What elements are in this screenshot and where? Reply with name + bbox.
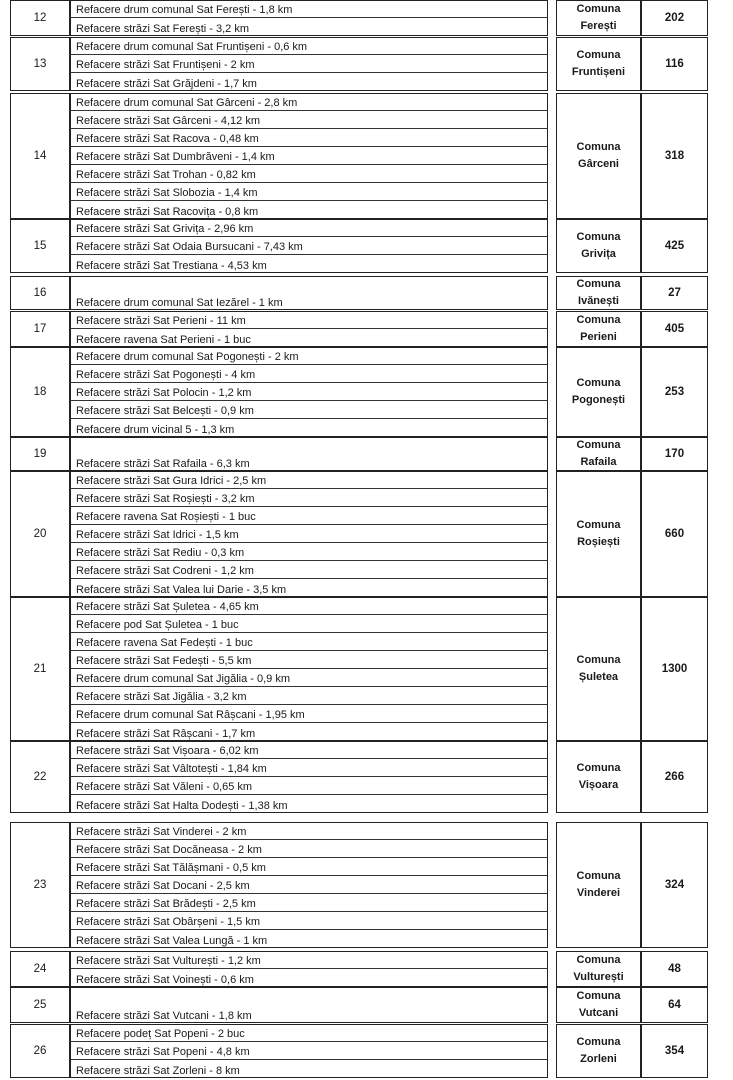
work-item: Refacere străzi Sat Gura Idrici - 2,5 km — [70, 471, 548, 489]
table-row — [0, 93, 733, 219]
row-number: 12 — [10, 0, 70, 36]
work-item: Refacere podeț Sat Popeni - 2 buc — [70, 1024, 548, 1042]
commune-line: Comuna — [576, 1036, 621, 1048]
work-item: Refacere drum comunal Sat Gârceni - 2,8 km — [70, 93, 548, 111]
work-item: Refacere străzi Sat Roșiești - 3,2 km — [70, 489, 548, 507]
commune-name — [556, 822, 641, 948]
work-item: Refacere străzi Sat Vâltotești - 1,84 km — [70, 759, 548, 777]
work-item: Refacere străzi Sat Docani - 2,5 km — [70, 876, 548, 894]
commune-line: Șuletea — [578, 671, 619, 683]
commune-line: Comuna — [576, 141, 621, 153]
commune-name — [556, 311, 641, 347]
commune-name — [556, 951, 641, 987]
commune-line: Comuna — [576, 954, 621, 966]
work-item: Refacere străzi Sat Fedești - 5,5 km — [70, 651, 548, 669]
commune-line: Comuna — [576, 439, 621, 451]
amount-value: 116 — [641, 37, 708, 91]
commune-name — [556, 471, 641, 597]
row-number: 24 — [10, 951, 70, 987]
commune-name — [556, 0, 641, 36]
table-row — [0, 951, 733, 987]
work-item: Refacere străzi Sat Pogonești - 4 km — [70, 365, 548, 383]
table-row — [0, 347, 733, 437]
commune-line: Perieni — [580, 331, 617, 343]
work-item: Refacere străzi Sat Valea Lungă - 1 km — [76, 935, 268, 947]
commune-line: Vișoara — [578, 779, 619, 791]
work-item: Refacere străzi Sat Văleni - 0,65 km — [70, 777, 548, 795]
row-number: 23 — [10, 822, 70, 948]
commune-line: Fruntișeni — [571, 66, 626, 78]
row-number: 19 — [10, 437, 70, 471]
work-item: Refacere străzi Sat Halta Dodești - 1,38 km — [76, 800, 288, 812]
work-item: Refacere străzi Sat Șuletea - 4,65 km — [70, 597, 548, 615]
work-item: Refacere străzi Sat Ferești - 3,2 km — [76, 23, 249, 35]
work-item: Refacere străzi Sat Popeni - 4,8 km — [70, 1042, 548, 1060]
work-item: Refacere ravena Sat Roșiești - 1 buc — [70, 507, 548, 525]
commune-line: Vulturești — [573, 971, 624, 983]
row-number: 22 — [10, 741, 70, 813]
amount-value: 425 — [641, 219, 708, 273]
work-item: Refacere drum comunal Sat Râșcani - 1,95 km — [70, 705, 548, 723]
work-item: Refacere străzi Sat Trestiana - 4,53 km — [76, 260, 267, 272]
row-number: 18 — [10, 347, 70, 437]
commune-line: Gârceni — [578, 158, 619, 170]
table-row — [0, 597, 733, 741]
row-number: 13 — [10, 37, 70, 91]
amount-value: 1300 — [641, 597, 708, 741]
work-item: Refacere străzi Sat Dumbrăveni - 1,4 km — [70, 147, 548, 165]
commune-line: Ferești — [580, 20, 617, 32]
commune-line: Comuna — [576, 49, 621, 61]
row-number: 25 — [10, 987, 70, 1023]
commune-line: Comuna — [576, 870, 621, 882]
commune-name — [556, 37, 641, 91]
work-item: Refacere străzi Sat Valea lui Darie - 3,5 km — [76, 584, 287, 596]
work-item: Refacere străzi Sat Grivița - 2,96 km — [70, 219, 548, 237]
table-row — [0, 311, 733, 347]
work-item: Refacere străzi Sat Belcești - 0,9 km — [70, 401, 548, 419]
table-row — [0, 741, 733, 813]
work-item: Refacere ravena Sat Perieni - 1 buc — [76, 334, 251, 346]
commune-line: Comuna — [576, 278, 621, 290]
row-number: 26 — [10, 1024, 70, 1078]
commune-line: Comuna — [576, 3, 621, 15]
table-row — [0, 437, 733, 471]
amount-value: 266 — [641, 741, 708, 813]
work-item: Refacere străzi Sat Vinderei - 2 km — [70, 822, 548, 840]
work-item: Refacere drum comunal Sat Pogonești - 2 km — [70, 347, 548, 365]
work-item: Refacere drum comunal Sat Iezărel - 1 km — [76, 297, 283, 309]
commune-name — [556, 597, 641, 741]
commune-line: Roșiești — [577, 536, 620, 548]
amount-value: 405 — [641, 311, 708, 347]
work-item: Refacere străzi Sat Docăneasa - 2 km — [70, 840, 548, 858]
commune-line: Grivița — [581, 248, 616, 260]
work-item: Refacere străzi Sat Voinești - 0,6 km — [76, 974, 254, 986]
commune-name — [556, 93, 641, 219]
work-item: Refacere străzi Sat Idrici - 1,5 km — [70, 525, 548, 543]
row-number: 16 — [10, 276, 70, 310]
commune-line: Comuna — [576, 654, 621, 666]
table-row — [0, 1024, 733, 1078]
commune-line: Comuna — [576, 231, 621, 243]
work-item: Refacere străzi Sat Codreni - 1,2 km — [70, 561, 548, 579]
table-row — [0, 987, 733, 1023]
amount-value: 64 — [641, 987, 708, 1023]
commune-line: Comuna — [576, 314, 621, 326]
commune-line: Ivănești — [578, 295, 619, 307]
commune-line: Comuna — [576, 519, 621, 531]
work-item: Refacere drum vicinal 5 - 1,3 km — [76, 424, 235, 436]
amount-value: 324 — [641, 822, 708, 948]
commune-name — [556, 741, 641, 813]
table-row — [0, 0, 733, 36]
commune-line: Zorleni — [580, 1053, 617, 1065]
row-number: 15 — [10, 219, 70, 273]
work-item: Refacere străzi Sat Slobozia - 1,4 km — [70, 183, 548, 201]
work-item: Refacere drum comunal Sat Ferești - 1,8 km — [70, 0, 548, 18]
work-item: Refacere pod Sat Șuletea - 1 buc — [70, 615, 548, 633]
work-item: Refacere străzi Sat Trohan - 0,82 km — [70, 165, 548, 183]
row-number: 14 — [10, 93, 70, 219]
commune-name — [556, 987, 641, 1023]
amount-value: 27 — [641, 276, 708, 310]
amount-value: 170 — [641, 437, 708, 471]
row-number: 17 — [10, 311, 70, 347]
commune-line: Comuna — [576, 762, 621, 774]
amount-value: 660 — [641, 471, 708, 597]
commune-name — [556, 1024, 641, 1078]
work-item: Refacere străzi Sat Vulturești - 1,2 km — [70, 951, 548, 969]
commune-name — [556, 347, 641, 437]
work-item: Refacere drum comunal Sat Fruntișeni - 0,6 km — [70, 37, 548, 55]
row-number: 20 — [10, 471, 70, 597]
commune-name — [556, 219, 641, 273]
commune-line: Rafaila — [580, 456, 617, 468]
work-item: Refacere străzi Sat Zorleni - 8 km — [76, 1065, 240, 1077]
work-item: Refacere străzi Sat Vutcani - 1,8 km — [76, 1010, 252, 1022]
work-item: Refacere străzi Sat Fruntișeni - 2 km — [70, 55, 548, 73]
table-row — [0, 37, 733, 91]
work-item: Refacere străzi Sat Obârșeni - 1,5 km — [70, 912, 548, 930]
work-item: Refacere străzi Sat Perieni - 11 km — [70, 311, 548, 329]
table-row — [0, 471, 733, 597]
row-number: 21 — [10, 597, 70, 741]
commune-line: Comuna — [576, 377, 621, 389]
commune-name — [556, 276, 641, 310]
table-row — [0, 822, 733, 948]
work-item: Refacere străzi Sat Odaia Bursucani - 7,43 km — [70, 237, 548, 255]
work-item: Refacere străzi Sat Vișoara - 6,02 km — [70, 741, 548, 759]
work-item: Refacere străzi Sat Rediu - 0,3 km — [70, 543, 548, 561]
work-item: Refacere străzi Sat Brădești - 2,5 km — [70, 894, 548, 912]
commune-line: Vutcani — [578, 1007, 619, 1019]
commune-line: Pogonești — [571, 394, 626, 406]
work-item: Refacere ravena Sat Fedești - 1 buc — [70, 633, 548, 651]
amount-value: 354 — [641, 1024, 708, 1078]
work-item: Refacere străzi Sat Rafaila - 6,3 km — [76, 458, 250, 470]
work-item: Refacere străzi Sat Racova - 0,48 km — [70, 129, 548, 147]
commune-name — [556, 437, 641, 471]
amount-value: 318 — [641, 93, 708, 219]
work-item: Refacere străzi Sat Jigălia - 3,2 km — [70, 687, 548, 705]
amount-value: 253 — [641, 347, 708, 437]
work-item: Refacere străzi Sat Polocin - 1,2 km — [70, 383, 548, 401]
commune-line: Vinderei — [576, 887, 621, 899]
table-row — [0, 219, 733, 273]
work-item: Refacere străzi Sat Grăjdeni - 1,7 km — [76, 78, 257, 90]
table-row — [0, 276, 733, 310]
amount-value: 48 — [641, 951, 708, 987]
commune-line: Comuna — [576, 990, 621, 1002]
amount-value: 202 — [641, 0, 708, 36]
work-item: Refacere străzi Sat Racovița - 0,8 km — [76, 206, 259, 218]
work-item: Refacere străzi Sat Tălășmani - 0,5 km — [70, 858, 548, 876]
work-item: Refacere străzi Sat Râșcani - 1,7 km — [76, 728, 256, 740]
work-item: Refacere drum comunal Sat Jigălia - 0,9 km — [70, 669, 548, 687]
work-item: Refacere străzi Sat Gârceni - 4,12 km — [70, 111, 548, 129]
